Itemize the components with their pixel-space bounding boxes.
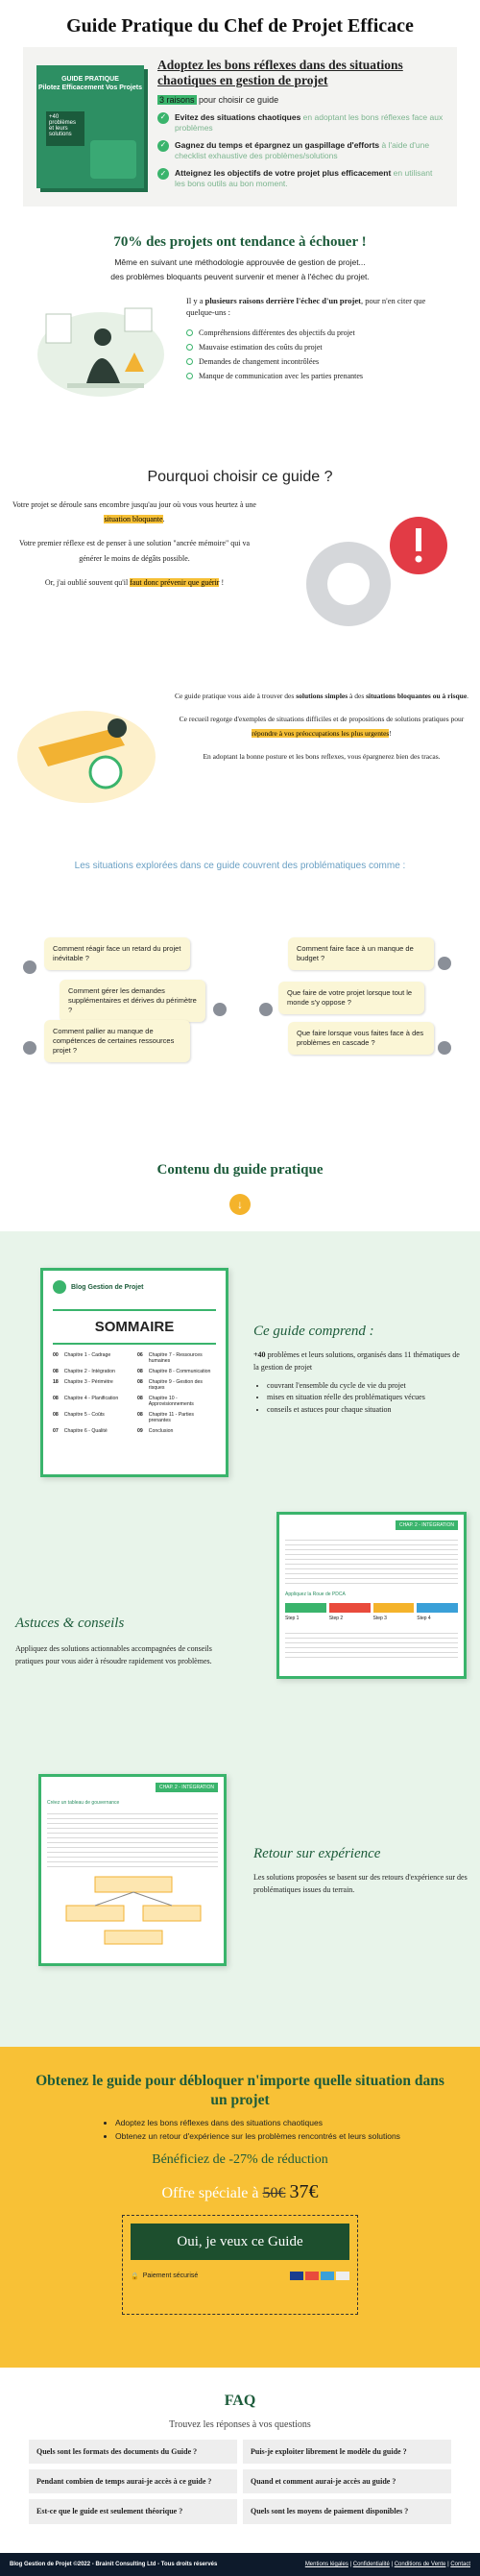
feature-2-text: à l'aide d'une checklist exhaustive des problèmes/solutions <box>175 139 430 160</box>
toc-label: Chapitre 4 - Planification <box>63 1396 119 1401</box>
toc-label: Chapitre 7 - Ressources humaines <box>148 1352 203 1364</box>
toc-label: Chapitre 10 - Approvisionnements <box>148 1396 194 1407</box>
book-title: Pilotez Efficacement Vos Projets <box>37 85 142 92</box>
toc-number: 08 <box>53 1396 59 1401</box>
list-item: • Adoptez les bons réflexes dans des situations chaotiques <box>115 2118 451 2127</box>
avatar <box>438 957 451 970</box>
toc-item <box>137 1352 216 1364</box>
list-item: • mises en situation réelle des problématiques vécues <box>267 1392 465 1404</box>
toc-number: 08 <box>53 1412 59 1418</box>
list-item: • couvrant l'ensemble du cycle de vie du projet <box>267 1380 465 1393</box>
sommaire-title: SOMMAIRE <box>94 1319 175 1335</box>
faq-question[interactable]: Est-ce que le guide est seulement théorique ? <box>29 2499 237 2523</box>
check-icon: ✓ <box>157 112 169 124</box>
toc-item <box>137 1369 216 1374</box>
toc-number: 00 <box>53 1352 59 1358</box>
toc-item <box>53 1352 132 1364</box>
question-bubble: Comment réagir face un retard du projet inévitable ? <box>44 937 190 970</box>
old-price: 50€ <box>262 2185 286 2202</box>
secure-payment-label: Paiement sécurisé <box>142 2272 199 2280</box>
feature-3-text: en utilisant les bons outils au bon moment. <box>175 167 433 188</box>
book-badge: +40 problèmes et leurs solutions <box>46 111 84 146</box>
amex-icon <box>321 2272 334 2280</box>
toc-item <box>53 1428 132 1434</box>
toc-number: 08 <box>137 1412 143 1418</box>
bullet-circle-icon <box>186 329 193 336</box>
why-section <box>0 453 480 855</box>
toc-label: Chapitre 8 - Communication <box>148 1369 211 1374</box>
toc-item <box>53 1369 132 1374</box>
list-item: Mauvaise estimation des coûts du projet <box>186 343 451 352</box>
question-bubble: Que faire lorsque vous faites face à des problèmes en cascade ? <box>288 1022 434 1055</box>
feature-1-strong: Evitez des situations chaotiques <box>175 111 301 122</box>
hero-headline: Adoptez les bons réflexes dans des situations chaotiques en gestion de projet <box>157 58 403 88</box>
blog-logo-icon <box>53 1280 66 1294</box>
failure-reasons-list <box>186 328 451 380</box>
content-heading <box>0 1153 480 1231</box>
toc-item <box>137 1396 216 1407</box>
list-item: • conseils et astuces pour chaque situation <box>267 1404 465 1417</box>
buy-box <box>122 2215 358 2315</box>
astuces-text: Appliquez des solutions actionnables accompagnées de conseils pratiques pour vous aider à résoudre rapidement vos problèmes. <box>15 1644 212 1665</box>
superhero-illustration <box>10 690 163 814</box>
bullet-circle-icon <box>186 358 193 365</box>
page-tip: Appliquez la Roue de PDCA <box>285 1592 346 1597</box>
toc-label: Chapitre 9 - Gestion des risques <box>148 1379 204 1391</box>
toc-item <box>53 1396 132 1407</box>
reasons-line <box>157 95 444 105</box>
avatar <box>259 1003 273 1016</box>
toc-number: 08 <box>137 1396 143 1401</box>
discount-text: Bénéficiez de -27% de réduction <box>152 2152 328 2168</box>
footer-link-terms[interactable]: Conditions de Vente <box>394 2562 446 2567</box>
guide-preview-section <box>0 1231 480 2047</box>
hero-section <box>0 0 480 223</box>
toc-number: 07 <box>53 1428 59 1434</box>
toc-number: 09 <box>137 1428 143 1434</box>
book-tag: GUIDE PRATIQUE <box>61 76 119 83</box>
reasons-highlight: 3 raisons <box>159 94 195 105</box>
faq-grid <box>29 2440 451 2524</box>
faq-question[interactable]: Quand et comment aurai-je accès au guide ? <box>243 2469 451 2493</box>
check-icon: ✓ <box>157 140 169 152</box>
toc-number: 08 <box>137 1379 143 1385</box>
list-item: Manque de communication avec les parties prenantes <box>186 372 451 380</box>
card-icon <box>336 2272 349 2280</box>
toc-label: Chapitre 1 - Cadrage <box>63 1352 111 1358</box>
page-title: Guide Pratique du Chef de Projet Efficace <box>66 15 414 36</box>
faq-question[interactable]: Pendant combien de temps aurai-je accès à ce guide ? <box>29 2469 237 2493</box>
hero-content <box>157 58 444 196</box>
toc-number: 08 <box>137 1369 143 1374</box>
problems-title: Les situations explorées dans ce guide couvrent des problématiques comme : <box>74 861 406 871</box>
toc-item <box>53 1379 132 1391</box>
failure-title: 70% des projets ont tendance à échouer ! <box>113 234 367 250</box>
list-item: • Obtenez un retour d'expérience sur les problèmes rencontrés et leurs solutions <box>115 2131 451 2141</box>
problems-section <box>0 855 480 1153</box>
footer <box>0 2553 480 2576</box>
comprend-block: Ce guide comprend : +40 problèmes et leurs solutions, organisés dans 11 thématiques de la gestion de projet • couvrant l'ensemble du cycle de vie du projet • mises en situation réelle des problématiques vécues • conseils et astuces pour chaque situation <box>253 1324 465 1417</box>
question-bubble: Comment pallier au manque de compétences de certaines ressources projet ? <box>44 1020 190 1062</box>
faq-question[interactable]: Quels sont les moyens de paiement disponibles ? <box>243 2499 451 2523</box>
comprend-title: Ce guide comprend : <box>253 1324 374 1339</box>
gear-alert-illustration <box>267 498 468 642</box>
toc-item <box>137 1428 216 1434</box>
why-title: Pourquoi choisir ce guide ? <box>147 469 333 485</box>
lock-icon: 🔒 <box>131 2272 139 2280</box>
visa-icon <box>290 2272 303 2280</box>
feature-2-strong: Gagnez du temps et épargnez un gaspillage d'efforts <box>175 139 380 150</box>
toc-label: Chapitre 2 - Intégration <box>63 1369 115 1374</box>
check-icon: ✓ <box>157 168 169 180</box>
chapter-tag: CHAP. 2 - INTÉGRATION <box>396 1520 458 1530</box>
question-bubble: Comment faire face à un manque de budget ? <box>288 937 434 970</box>
retour-block <box>253 1846 468 1897</box>
highlight: répondre à vos préoccupations les plus urgentes <box>252 728 390 738</box>
cta-section <box>0 2047 480 2368</box>
footer-copyright: Blog Gestion de Projet ©2022 - Brainit Consulting Ltd - Tous droits réservés <box>10 2562 218 2567</box>
astuces-block <box>15 1616 238 1668</box>
avatar <box>23 960 36 974</box>
content-title: Contenu du guide pratique <box>156 1162 324 1178</box>
footer-link-mentions[interactable]: Mentions légales <box>304 2562 348 2567</box>
failure-section <box>0 223 480 453</box>
toc-number: 18 <box>53 1379 59 1385</box>
toc-label: Conclusion <box>148 1428 174 1434</box>
book-illustration <box>90 140 136 179</box>
bullet-circle-icon <box>186 344 193 351</box>
arrow-down-icon[interactable]: ↓ <box>229 1194 251 1215</box>
reasons-text: pour choisir ce guide <box>196 94 279 105</box>
retour-title: Retour sur expérience <box>253 1846 381 1861</box>
new-price: 37€ <box>289 2181 319 2203</box>
footer-link-contact[interactable]: Contact <box>450 2562 470 2567</box>
toc-item <box>137 1379 216 1391</box>
book-cover <box>36 65 144 188</box>
question-bubble: Que faire de votre projet lorsque tout le monde s'y oppose ? <box>278 982 424 1014</box>
feature-3-strong: Atteignez les objectifs de votre projet plus efficacement <box>175 167 392 178</box>
avatar <box>213 1003 227 1016</box>
list-item: Demandes de changement incontrôlées <box>186 357 451 366</box>
faq-title: FAQ <box>224 2393 256 2409</box>
astuces-page-preview: CHAP. 2 - INTÉGRATION Appliquez la Roue de PDCA Step 1 Step 2 Step 3 Step 4 <box>276 1512 467 1679</box>
toc-label: Chapitre 5 - Coûts <box>63 1412 105 1418</box>
buy-guide-button[interactable]: Oui, je veux ce Guide <box>131 2224 349 2260</box>
offer-line: Offre spéciale à 50€ 37€ <box>161 2181 319 2203</box>
toc-label: Chapitre 3 - Périmètre <box>63 1379 113 1385</box>
toc-number: 08 <box>53 1369 59 1374</box>
hero-box <box>23 47 457 207</box>
blog-name: Blog Gestion de Projet <box>71 1283 144 1291</box>
faq-section <box>0 2368 480 2553</box>
cta-benefits <box>115 2118 451 2141</box>
why-text-right: Ce guide pratique vous aide à trouver des solutions simples à des situations bloquantes ou à risque. Ce recueil regorge d'exemples de situations difficiles et de propositions de solutions pratiques pour répondre à vos préoccupations les plus urgentes! En adoptant la bonne posture et les bons reflexes, vous épargnerez bien des tracas. <box>174 692 469 761</box>
feature-3 <box>157 168 444 189</box>
avatar <box>438 1041 451 1055</box>
astuces-title: Astuces & conseils <box>15 1616 125 1631</box>
toc-label: Chapitre 6 - Qualité <box>63 1428 108 1434</box>
toc-label: Chapitre 11 - Parties prenantes <box>148 1412 194 1423</box>
failure-intro: Il y a plusieurs raisons derrière l'échec d'un projet, pour n'en citer que quelque-uns : <box>186 295 426 318</box>
failure-line-2: des problèmes bloquants peuvent survenir et mener à l'échec du projet. <box>110 272 370 282</box>
feature-2 <box>157 140 444 161</box>
retour-page-preview <box>38 1774 227 1966</box>
faq-question[interactable]: Puis-je exploiter librement le modèle du guide ? <box>243 2440 451 2464</box>
why-text-left: Votre projet se déroule sans encombre jusqu'au jour où vous vous heurtez à une situation bloquante. Votre premier réflexe est de penser à une solution "ancrée mémoire" qui va générer le moins de dégâts possible. Or, j'ai oublié souvent qu'il faut donc prévenir que guérir ! <box>12 500 256 587</box>
toc-list <box>53 1352 216 1434</box>
payment-cards-icons <box>290 2272 349 2280</box>
feature-1 <box>157 112 444 134</box>
cta-title: Obtenez le guide pour débloquer n'importe quelle situation dans un projet <box>36 2073 444 2109</box>
failure-line-1: Même en suivant une méthodologie approuvée de gestion de projet... <box>114 257 366 267</box>
footer-links: Mentions légales | Confidentialité | Conditions de Vente | Contact <box>304 2562 470 2567</box>
toc-item <box>137 1412 216 1423</box>
stressed-person-illustration <box>29 295 173 401</box>
avatar <box>23 1041 36 1055</box>
question-bubble: Comment gérer les demandes supplémentaires et dérives du périmètre ? <box>60 980 205 1022</box>
list-item: Compréhensions différentes des objectifs du projet <box>186 328 451 337</box>
toc-number: 06 <box>137 1352 143 1358</box>
highlight: faut donc prévenir que guérir <box>130 577 220 587</box>
bullet-circle-icon <box>186 373 193 379</box>
faq-subtitle: Trouvez les réponses à vos questions <box>169 2419 311 2430</box>
sommaire-preview <box>40 1268 228 1477</box>
toc-item <box>53 1412 132 1423</box>
governance-diagram <box>47 1873 220 1950</box>
chapter-tag: CHAP. 2 - INTÉGRATION <box>156 1783 218 1792</box>
feature-1-text: en adoptant les bons réflexes face aux problèmes <box>175 111 444 133</box>
faq-question[interactable]: Quels sont les formats des documents du Guide ? <box>29 2440 237 2464</box>
page-tip: Créez un tableau de gouvernance <box>47 1800 120 1806</box>
mastercard-icon <box>305 2272 319 2280</box>
retour-text: Les solutions proposées se basent sur des retours d'expérience sur des problématiques issues du terrain. <box>253 1873 468 1894</box>
footer-link-privacy[interactable]: Confidentialité <box>352 2562 390 2567</box>
highlight: situation bloquante <box>104 515 163 524</box>
